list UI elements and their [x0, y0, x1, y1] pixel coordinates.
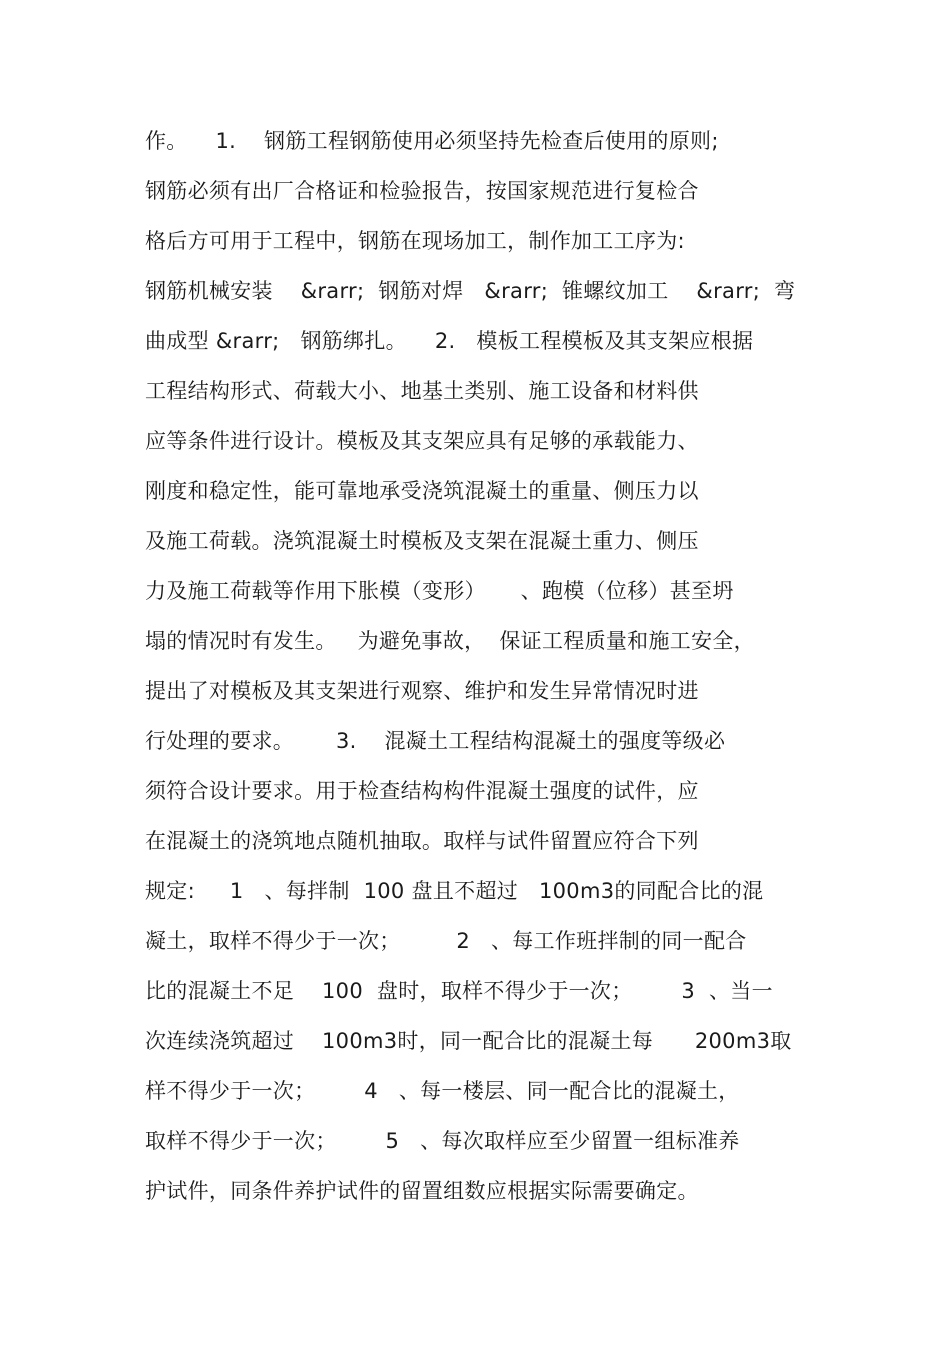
- text-line: 钢筋必须有出厂合格证和检验报告，按国家规范进行复检合: [145, 179, 699, 203]
- text-line: 次连续浇筑超过 100m3时，同一配合比的混凝土每 200m3取: [145, 1029, 792, 1053]
- text-line: 格后方可用于工程中，钢筋在现场加工，制作加工工序为:: [145, 229, 685, 253]
- text-line: 钢筋机械安装 &rarr; 钢筋对焊 &rarr; 锥螺纹加工 &rarr; 弯: [145, 279, 796, 303]
- text-line: 曲成型 &rarr; 钢筋绑扎。 2. 模板工程模板及其支架应根据: [145, 329, 754, 353]
- text-line: 力及施工荷载等作用下胀模（变形） 、跑模（位移）甚至坍: [145, 579, 734, 603]
- text-line: 作。 1. 钢筋工程钢筋使用必须坚持先检查后使用的原则;: [145, 129, 719, 153]
- text-line: 刚度和稳定性，能可靠地承受浇筑混凝土的重量、侧压力以: [145, 479, 699, 503]
- text-line: 取样不得少于一次； 5 、每次取样应至少留置一组标准养: [145, 1129, 740, 1153]
- text-line: 提出了对模板及其支架进行观察、维护和发生异常情况时进: [145, 679, 699, 703]
- text-line: 塌的情况时有发生。 为避免事故， 保证工程质量和施工安全，: [145, 629, 755, 653]
- text-line: 及施工荷载。浇筑混凝土时模板及支架在混凝土重力、侧压: [145, 529, 699, 553]
- text-line: 规定: 1 、每拌制 100 盘且不超过 100m3的同配合比的混: [145, 879, 764, 903]
- text-line: 凝土，取样不得少于一次； 2 、每工作班拌制的同一配合: [145, 929, 747, 953]
- text-line: 比的混凝土不足 100 盘时，取样不得少于一次； 3 、当一: [145, 979, 773, 1003]
- text-line: 须符合设计要求。用于检查结构构件混凝土强度的试件，应: [145, 779, 699, 803]
- text-line: 护试件，同条件养护试件的留置组数应根据实际需要确定。: [145, 1179, 699, 1203]
- text-line: 行处理的要求。 3. 混凝土工程结构混凝土的强度等级必: [145, 729, 726, 753]
- text-line: 样不得少于一次； 4 、每一楼层、同一配合比的混凝土，: [145, 1079, 740, 1103]
- body-text: [145, 116, 825, 1216]
- text-line: 应等条件进行设计。模板及其支架应具有足够的承载能力、: [145, 429, 699, 453]
- text-line: 在混凝土的浇筑地点随机抽取。取样与试件留置应符合下列: [145, 829, 699, 853]
- text-line: 工程结构形式、荷载大小、地基土类别、施工设备和材料供: [145, 379, 699, 403]
